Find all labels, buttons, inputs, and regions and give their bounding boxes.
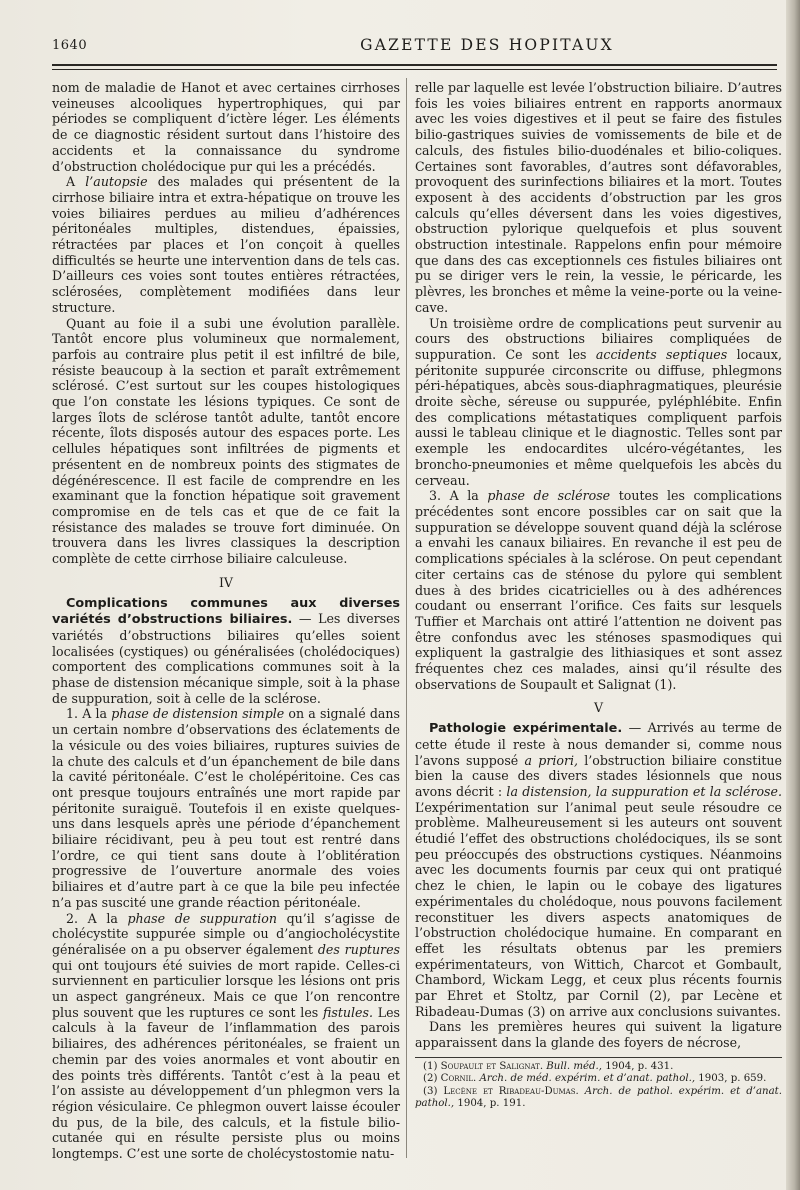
text-run: 1. A la [66,706,112,722]
emphasis: a priori, [524,752,578,768]
text-run: 3. A la [429,488,488,504]
text-run: A [66,174,76,190]
text-run: on a signalé dans un certain nombre d’observations des éclatements de la vésicule ou des voies biliaires, ruptures suivies de la chute des calculs et d’un épanchement de bile dans la cavité péritonéale. C’est le cholépéritoine. Ces cas ont presque toujours entraînés une mort rapide par péritonite suraiguë. Toutefois il en existe quelques-uns dans lesquels après une période d’épanchement biliaire récidivant, peu à peu tout est rentré dans l’ordre, ce qui tient sans doute à l’oblitération progressive de l’ouverture anormale des voies biliaires et d’autre part à ce que la bile peu infectée n’a pas suscité une grande réaction péritonéale. [52,706,400,910]
text-run: locaux, péritonite suppurée circonscrite ou diffuse, phlegmons péri-hépatiques, abcès sous-diaphragmatiques, pleurésie droite sèche, séreuse ou suppurée, pyléphlébite. Enfin des complications métastatiques compliquent parfois aussi le tableau clinique et le diagnostic. Telles sont par exemple les endocardites ulcéro-végétantes, les broncho-pneumonies et même quelquefois les abcès du cerveau. [415,346,782,488]
text-run: 1904, p. 191. [454,1098,526,1110]
page-edge-shadow [786,0,800,1190]
paragraph [415,316,782,489]
footnote [415,1061,782,1073]
footnote [415,1086,782,1111]
right-column [415,80,782,1111]
column-divider [406,78,407,1158]
section-title: Pathologie expérimentale. [429,721,623,737]
paragraph [52,911,400,1162]
text-run: (3) [423,1085,444,1097]
author-name: Soupault et Salignat. [440,1060,544,1072]
page-number: 1640 [52,38,88,53]
journal-name: Arch. de méd. expérim. et d’anat. pathol., [476,1073,696,1085]
footnotes [415,1057,782,1111]
text-run: Les calculs à la faveur de l’inflammation des parois biliaires, des adhérences péritonéales, se fraient un chemin par des voies anormales et vont aboutir en des points très différents. Tantôt c’est à la peau et l’on assiste au développement d’un phlegmon vers la région vésiculaire. Ce phlegmon ouvert laisse écouler du pus, de la bile, des calculs, et la fistule bilio-cutanée qui en résulte persiste plus ou moins longtemps. C’est une sorte de cholécystostomie natu- [52,1004,400,1162]
text-run: L’expérimentation sur l’animal peut seule résoudre ce problème. Malheureusement si les auteurs ont souvent étudié l’effet des obstructions cholédociques, ils se sont peu préoccupés des obstructions cystiques. Néanmoins avec les documents fournis par ceux qui ont pratiqué chez le chien, le lapin ou le cobaye des ligatures expérimentales du cholédoque, nous pouvons facilement reconstituer les divers aspects anatomiques de l’obstruction cholédocique humaine. En comparant en effet les résultats obtenus par les premiers expérimentateurs, von Wittich, Charcot et Gombault, Chambord, Wickam Legg, et ceux plus récents fournis par Ehret et Stoltz, par Cornil (2), par Lecène et Ribadeau-Dumas (3) on arrive aux conclusions suivantes. [415,799,782,1019]
page-header [52,36,772,58]
text-run: 1904, p. 431. [602,1060,674,1072]
text-run: Un troisième ordre de complications peut survenir au cours des obstructions biliaires compliquées de suppuration. Ce sont les [415,315,782,362]
text-run: (1) [423,1060,441,1072]
emphasis: des ruptures [317,941,400,957]
footnote [415,1073,782,1085]
paragraph [52,706,400,910]
header-rule-thick [52,64,777,66]
section-number: V [593,700,604,716]
paragraph: nom de maladie de Hanot et avec certaines cirrhoses veineuses alcooliques hypertrophiques, qui par périodes se compliquent d’ictère léger. Les éléments de ce diagnostic résident surtout dans l’histoire des accidents et la connaissance du syndrome d’obstruction cholédocique pur qui les a précédés. [52,80,400,174]
author-name: Lecène et Ribadeau-Dumas. [443,1085,579,1097]
text-run: 2. A la [66,910,128,926]
text-run: qu’il s’agisse de cholécystite suppurée simple ou d’angiocholécystite généralisée on a pu observer également [52,910,401,957]
section-title: Complications communes aux diverses variétés d’obstructions biliaires. [52,595,400,628]
journal-title: GAZETTE DES HOPITAUX [360,36,614,54]
paragraph [52,174,400,315]
paragraph [52,595,400,707]
emphasis: phase de sclérose [487,488,611,504]
text-run: (2) [423,1073,441,1085]
left-column [52,80,400,1162]
text-run: — Les diverses variétés d’obstructions biliaires qu’elles soient localisées (cystiques) ou généralisées (cholédociques) comportent des complications communes soit à la phase de distension mécanique simple, soit à la phase de suppuration, soit à celle de la sclérose. [52,611,400,706]
paragraph: Dans les premières heures qui suivent la ligature apparaissent dans la glande des foyers de nécrose, [415,1019,782,1051]
journal-name: Arch. de pathol. expérim. et d’anat. pathol., [415,1085,783,1110]
text-run: l’obstruction biliaire constitue bien la cause des divers stades lésionnels que nous avons décrit : [415,752,782,799]
section-number: IV [218,574,234,590]
emphasis: phase de distension simple [111,706,285,722]
emphasis: fistules. [322,1004,373,1020]
text-run: 1903, p. 659. [695,1073,767,1085]
journal-name: Bull. méd., [543,1060,603,1072]
text-run: — Arrivés au terme de cette étude il reste à nous demander si, comme nous l’avons supposé [415,720,782,768]
emphasis: phase de suppuration [127,910,277,926]
emphasis: accidents septiques [595,346,728,362]
emphasis: la distension, la suppuration et la sclérose. [506,783,782,799]
text-run: qui ont toujours été suivies de mort rapide. Celles-ci surviennent en particulier lorsque les lésions ont pris un aspect gangréneux. Mais ce que l’on rencontre plus souvent que les ruptures ce sont les [52,957,400,1020]
paragraph: relle par laquelle est levée l’obstruction biliaire. D’autres fois les voies biliaires entrent en rapports anormaux avec les voies digestives et il peut se faire des fistules bilio-gastriques suivies de vomissements de bile et de calculs, des fistules bilio-duodénales et bilio-coliques. Certaines sont favorables, d’autres sont défavorables, provoquent des surinfections biliaires et la mort. Toutes exposent à des accidents d’obstruction par les gros calculs qu’elles déversent dans les voies digestives, obstruction pylorique quelquefois et plus souvent obstruction intestinale. Rappelons enfin pour mémoire que dans des cas exceptionnels ces fistules biliaires ont pu se diriger vers le rein, la vessie, le péricarde, les plèvres, les bronches et même la veine-porte ou la veine-cave. [415,80,782,315]
author-name: Cornil. [440,1073,477,1085]
emphasis: l’autopsie [85,174,148,190]
paragraph [415,720,782,1019]
header-rule-thin [52,69,777,70]
text-run: des malades qui présentent de la cirrhose biliaire intra et extra-hépatique on trouve les voies biliaires perdues au milieu d’adhérences péritonéales multiples, distendues, épaissies, rétractées par places et l’on conçoit à quelles difficultés se heurte une intervention dans de tels cas. D’ailleurs ces voies sont toutes entières rétractées, sclérosées, complètement modifiées dans leur structure. [52,174,400,315]
paragraph: Quant au foie il a subi une évolution parallèle. Tantôt encore plus volumineux que normalement, parfois au contraire plus petit il est infiltré de bile, résiste beaucoup à la section et paraît extrêmement sclérosé. C’est surtout sur les coupes histologiques que l’on constate les lésions typiques. Ce sont de larges îlots de sclérose tantôt adulte, tantôt encore récente, îlots disposés autour des espaces porte. Les cellules hépatiques sont infiltrées de pigments et présentent en de nombreux points des stigmates de dégénérescence. Il est facile de comprendre en les examinant que la fonction hépatique soit gravement compromise en de tels cas et que de ce fait la résistance des malades se trouve fort diminuée. On trouvera dans les livres classiques la description complète de cette cirrhose biliaire calculeuse. [52,315,400,567]
paragraph [415,488,782,692]
text-run: toutes les complications précédentes sont encore possibles car on sait que la suppuration se développe souvent quand déjà la sclérose a envahi les canaux biliaires. En revanche il est peu de complications spéciales à la sclérose. On peut cependant citer certains cas de sténose du pylore qui semblent dues à des brides cicatricielles ou à des adhérences coudant ou enserrant l’orifice. Ces faits sur lesquels Tuffier et Marchais ont attiré l’attention ne doivent pas être confondus avec les sténoses spasmodiques qui expliquent la gastralgie des lithiasiques et sont assez fréquentes chez ces malades, ainsi qu’il résulte des observations de Soupault et Salignat (1). [415,488,783,692]
